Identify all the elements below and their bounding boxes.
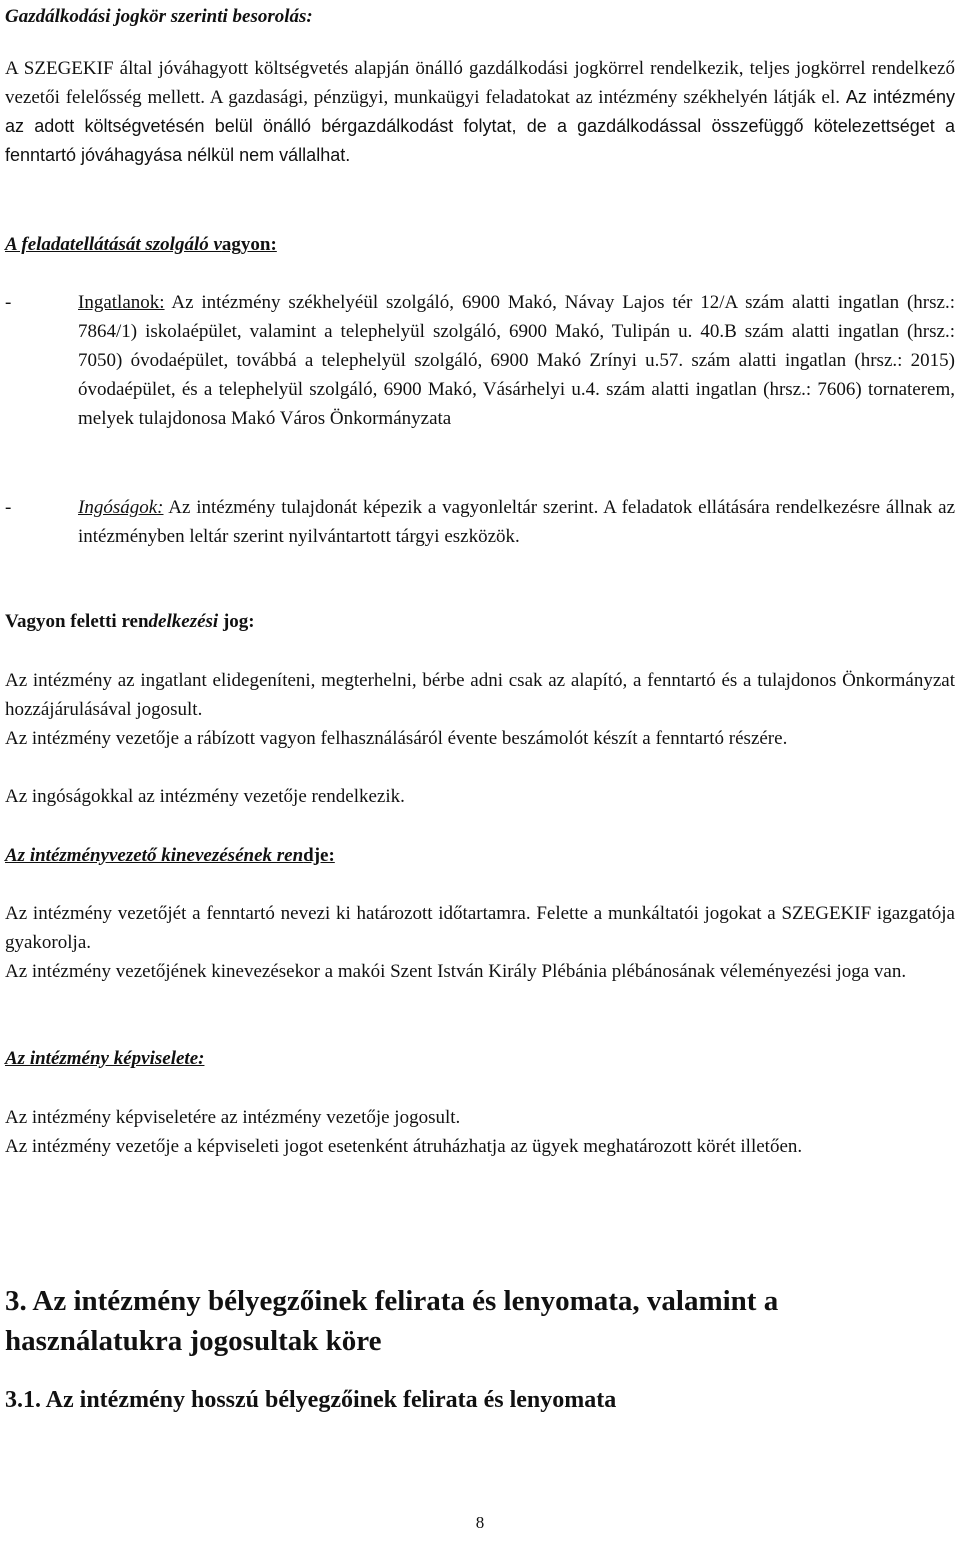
heading-vagyon-feletti-italic: delkezési	[148, 611, 219, 632]
ingosagok-label: Ingóságok:	[78, 497, 164, 518]
heading-vagyon-bold: agyon:	[221, 234, 277, 255]
heading-vagyon-feletti-bold1: Vagyon feletti ren	[5, 611, 149, 632]
heading-kinevezes-italic: Az intézményvezető kinevezésének ren	[5, 845, 304, 866]
section-title-3-1: 3.1. Az intézmény hosszú bélyegzőinek felirata és lenyomata	[5, 1387, 617, 1413]
section-title-3: 3. Az intézmény bélyegzőinek felirata és lenyomata, valamint a használatukra jogosultak köre	[5, 1285, 779, 1357]
paragraph-kepviselet-2: Az intézmény vezetője a képviseleti jogot esetenként átruházhatja az ügyek meghatározott körét illetően.	[5, 1136, 803, 1157]
list-dash-ingatlanok: -	[5, 292, 12, 313]
heading-gazdalkodasi: Gazdálkodási jogkör szerinti besorolás:	[5, 6, 313, 27]
paragraph-kinevezes-2: Az intézmény vezetőjének kinevezésekor a makói Szent István Király Plébánia plébánosának véleményezési joga van.	[5, 961, 907, 982]
paragraph-gazdalkodasi-part2: Az intézmény az adott költségvetésén belül önálló bérgazdálkodást folytat, de a gazdálkodással összefüggő kötelezettséget a fenntartó jóváhagyása nélkül nem vállalhat.	[5, 87, 956, 165]
ingosagok-text: Az intézmény tulajdonát képezik a vagyonleltár szerint. A feladatok ellátására rendelkezésre állnak az intézményben leltár szerint nyilvántartott tárgyi eszközök.	[78, 497, 955, 547]
heading-kinevezes-bold: dje:	[303, 845, 335, 866]
ingatlanok-label: Ingatlanok:	[78, 292, 165, 313]
ingatlanok-text: Az intézmény székhelyéül szolgáló, 6900 Makó, Návay Lajos tér 12/A szám alatti ingatlan (hrsz.: 7864/1) iskolaépület, valamint a telephelyül szolgáló, 6900 Makó, Tulipán u. 40.B szám alatti ingatlan (hrsz.: 7050) óvodaépület, továbbá a telephelyül szolgáló, 6900 Makó Zrínyi u.57. szám alatti ingatlan (hrsz.: 2015) óvodaépület, és a telephelyül szolgáló, 6900 Makó, Vásárhelyi u.4. szám alatti ingatlan (hrsz.: 7606) tornaterem, melyek tulajdonosa Makó Város Önkormányzata	[78, 292, 955, 429]
heading-vagyon-italic: A feladatellátását szolgáló v	[5, 234, 222, 255]
heading-kinevezes	[5, 841, 955, 870]
paragraph-gazdalkodasi	[5, 54, 955, 170]
heading-vagyon	[5, 230, 955, 259]
list-item-ingatlanok	[78, 288, 955, 433]
list-dash-ingosagok: -	[5, 497, 12, 518]
page-number: 8	[475, 1513, 485, 1532]
paragraph-kepviselet-1: Az intézmény képviseletére az intézmény vezetője jogosult.	[5, 1107, 461, 1128]
heading-vagyon-feletti-bold2: jog:	[218, 611, 255, 632]
paragraph-vagyon-2: Az intézmény vezetője a rábízott vagyon felhasználásáról évente beszámolót készít a fenntartó részére.	[5, 728, 788, 749]
paragraph-vagyon-1: Az intézmény az ingatlant elidegeníteni, megterhelni, bérbe adni csak az alapító, a fenntartó és a tulajdonos Önkormányzat hozzájárulásával jogosult.	[5, 670, 955, 720]
heading-vagyon-feletti	[5, 607, 955, 636]
list-item-ingosagok	[78, 493, 955, 551]
paragraph-gazdalkodasi-part1: A SZEGEKIF által jóváhagyott költségvetés alapján önálló gazdálkodási jogkörrel rendelkezik, teljes jogkörrel rendelkező vezetői felelősség mellett. A gazdasági, pénzügyi, munkaügyi feladatokat az intézmény székhelyén látják el.	[5, 58, 955, 108]
paragraph-kinevezes-1: Az intézmény vezetőjét a fenntartó nevezi ki határozott időtartamra. Felette a munkáltatói jogokat a SZEGEKIF igazgatója gyakorolja.	[5, 903, 955, 953]
paragraph-vagyon-3: Az ingóságokkal az intézmény vezetője rendelkezik.	[5, 786, 405, 807]
heading-kepviselet: Az intézmény képviselete:	[5, 1048, 205, 1069]
